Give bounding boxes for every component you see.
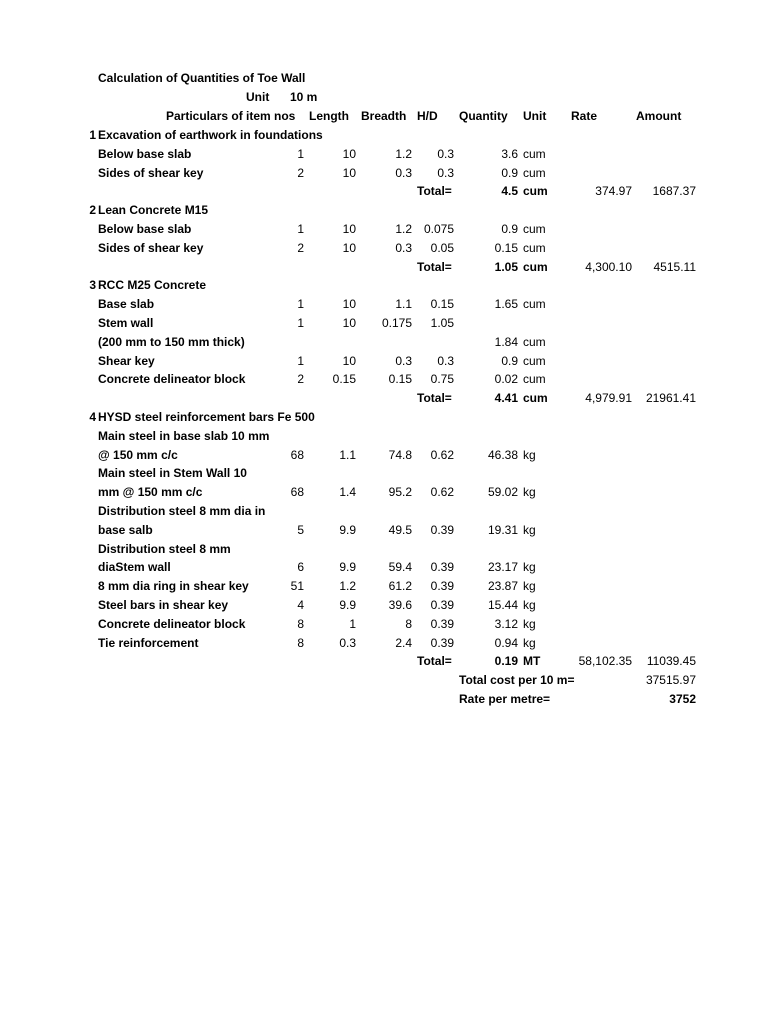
item-length: 1 <box>349 617 356 631</box>
item-unit <box>523 540 563 559</box>
total-cost-value: 37515.97 <box>645 673 696 687</box>
item-breadth <box>366 427 412 446</box>
item-hd: 0.62 <box>430 448 454 462</box>
item-unit <box>523 464 563 483</box>
item-hd: 0.3 <box>437 147 454 161</box>
item-quantity: 19.31 <box>487 523 518 537</box>
item-nos <box>280 427 304 446</box>
total-rate: 58,102.35 <box>578 654 632 668</box>
item-label: Concrete delineator block <box>98 372 246 386</box>
item-quantity: 46.38 <box>487 448 518 462</box>
total-rate: 4,300.10 <box>585 260 632 274</box>
item-hd <box>414 427 454 446</box>
item-quantity: 3.12 <box>494 617 518 631</box>
section-number: 3 <box>89 278 96 292</box>
item-label: Concrete delineator block <box>98 617 246 631</box>
total-amount: 4515.11 <box>653 260 696 274</box>
item-breadth <box>366 333 412 352</box>
item-unit: kg <box>523 617 536 631</box>
item-label: Shear key <box>98 354 155 368</box>
rate-per-metre-label: Rate per metre= <box>459 692 551 706</box>
item-quantity <box>470 540 518 559</box>
item-breadth: 61.2 <box>388 579 412 593</box>
item-quantity <box>470 427 518 446</box>
section-title: RCC M25 Concrete <box>98 278 207 292</box>
item-nos: 1 <box>297 297 304 311</box>
item-hd: 0.3 <box>437 166 454 180</box>
item-length: 10 <box>342 354 356 368</box>
total-unit: MT <box>523 654 541 668</box>
total-quantity: 0.19 <box>494 654 518 668</box>
item-hd: 1.05 <box>430 316 454 330</box>
item-length: 1.4 <box>339 485 356 499</box>
item-breadth: 8 <box>405 617 412 631</box>
item-unit <box>523 427 563 446</box>
section-title: Excavation of earthwork in foundations <box>98 128 323 142</box>
item-breadth: 0.15 <box>388 372 412 386</box>
item-label: 8 mm dia ring in shear key <box>98 579 249 593</box>
total-label: Total= <box>417 260 452 274</box>
item-hd: 0.39 <box>430 636 454 650</box>
item-nos: 2 <box>297 372 304 386</box>
item-length: 10 <box>342 316 356 330</box>
item-breadth: 1.2 <box>395 222 412 236</box>
item-quantity <box>470 464 518 483</box>
header-hd: H/D <box>417 109 438 123</box>
total-unit: cum <box>523 184 548 198</box>
header-amount: Amount <box>636 109 682 123</box>
item-unit: kg <box>523 523 536 537</box>
total-label: Total= <box>417 391 452 405</box>
total-quantity: 1.05 <box>494 260 518 274</box>
item-quantity: 3.6 <box>501 147 518 161</box>
item-label: Base slab <box>98 297 155 311</box>
section-title: Lean Concrete M15 <box>98 203 209 217</box>
header-unit: Unit <box>523 109 547 123</box>
item-breadth: 0.3 <box>395 241 412 255</box>
item-nos: 2 <box>297 166 304 180</box>
item-label: Stem wall <box>98 316 154 330</box>
item-breadth: 39.6 <box>388 598 412 612</box>
item-label: Steel bars in shear key <box>98 598 229 612</box>
total-quantity: 4.41 <box>494 391 518 405</box>
item-unit: kg <box>523 560 536 574</box>
unit-label: Unit <box>246 90 270 104</box>
item-label: Below base slab <box>98 222 192 236</box>
item-quantity <box>470 314 518 333</box>
item-quantity: 23.17 <box>487 560 518 574</box>
item-quantity: 0.02 <box>494 372 518 386</box>
item-length: 9.9 <box>339 560 356 574</box>
item-length: 9.9 <box>339 598 356 612</box>
header-particulars: Particulars of item <box>166 109 271 123</box>
item-nos: 51 <box>290 579 304 593</box>
total-label: Total= <box>417 184 452 198</box>
item-length: 1.1 <box>339 448 356 462</box>
item-label: Sides of shear key <box>98 241 204 255</box>
item-hd: 0.75 <box>430 372 454 386</box>
item-nos <box>280 333 304 352</box>
item-length: 10 <box>342 222 356 236</box>
item-hd: 0.075 <box>423 222 454 236</box>
item-quantity: 0.9 <box>501 354 518 368</box>
item-label: Distribution steel 8 mm dia in <box>98 504 266 518</box>
item-unit <box>523 502 563 521</box>
item-nos <box>280 540 304 559</box>
item-breadth: 1.2 <box>395 147 412 161</box>
total-amount: 11039.45 <box>646 654 696 668</box>
item-unit <box>523 314 563 333</box>
item-hd: 0.15 <box>430 297 454 311</box>
item-nos: 1 <box>297 316 304 330</box>
item-quantity: 15.44 <box>487 598 518 612</box>
item-nos: 8 <box>297 617 304 631</box>
header-length: Length <box>309 109 349 123</box>
item-unit: kg <box>523 579 536 593</box>
item-label: Tie reinforcement <box>98 636 199 650</box>
section-title: HYSD steel reinforcement bars Fe 500 <box>98 410 315 424</box>
item-nos <box>280 464 304 483</box>
header-quantity: Quantity <box>459 109 508 123</box>
item-unit: cum <box>523 147 546 161</box>
item-hd: 0.39 <box>430 523 454 537</box>
item-length: 10 <box>342 241 356 255</box>
header-nos: nos <box>274 109 296 123</box>
item-unit: cum <box>523 335 546 349</box>
item-breadth: 2.4 <box>395 636 412 650</box>
item-hd: 0.05 <box>430 241 454 255</box>
item-unit: kg <box>523 598 536 612</box>
item-label: Sides of shear key <box>98 166 204 180</box>
item-unit: cum <box>523 297 546 311</box>
item-unit: kg <box>523 636 536 650</box>
item-quantity: 1.84 <box>494 335 518 349</box>
item-breadth <box>366 540 412 559</box>
item-hd <box>414 540 454 559</box>
total-rate: 374.97 <box>595 184 632 198</box>
item-nos: 5 <box>297 523 304 537</box>
item-unit: cum <box>523 354 546 368</box>
item-quantity: 0.9 <box>501 222 518 236</box>
item-length: 0.15 <box>332 372 356 386</box>
item-label: Main steel in Stem Wall 10 <box>98 466 247 480</box>
item-label: (200 mm to 150 mm thick) <box>98 335 245 349</box>
item-hd: 0.39 <box>430 617 454 631</box>
item-length: 0.3 <box>339 636 356 650</box>
item-label: diaStem wall <box>98 560 171 574</box>
item-nos: 68 <box>290 485 304 499</box>
item-label: base salb <box>98 523 153 537</box>
item-nos: 4 <box>297 598 304 612</box>
item-label: mm @ 150 mm c/c <box>98 485 203 499</box>
item-breadth: 0.3 <box>395 166 412 180</box>
item-unit: cum <box>523 222 546 236</box>
item-length: 10 <box>342 297 356 311</box>
item-quantity: 1.65 <box>494 297 518 311</box>
header-breadth: Breadth <box>361 109 407 123</box>
item-breadth: 74.8 <box>388 448 412 462</box>
total-unit: cum <box>523 260 548 274</box>
total-label: Total= <box>417 654 452 668</box>
item-nos: 1 <box>297 147 304 161</box>
section-number: 2 <box>89 203 96 217</box>
item-nos: 2 <box>297 241 304 255</box>
item-hd: 0.3 <box>437 354 454 368</box>
item-unit: cum <box>523 241 546 255</box>
item-length: 10 <box>342 166 356 180</box>
item-hd: 0.39 <box>430 598 454 612</box>
item-length <box>318 464 356 483</box>
item-breadth: 49.5 <box>388 523 412 537</box>
item-breadth <box>366 502 412 521</box>
rate-per-metre-value: 3752 <box>669 692 696 706</box>
item-length <box>318 540 356 559</box>
item-unit: cum <box>523 166 546 180</box>
item-label: Below base slab <box>98 147 192 161</box>
item-label: @ 150 mm c/c <box>98 448 178 462</box>
item-quantity <box>470 502 518 521</box>
item-quantity: 0.94 <box>494 636 518 650</box>
sheet-title: Calculation of Quantities of Toe Wall <box>98 71 306 85</box>
item-unit: kg <box>523 485 536 499</box>
item-length <box>318 333 356 352</box>
item-length <box>318 427 356 446</box>
item-quantity: 0.9 <box>501 166 518 180</box>
item-length: 9.9 <box>339 523 356 537</box>
total-cost-label: Total cost per 10 m= <box>459 673 575 687</box>
item-length: 1.2 <box>339 579 356 593</box>
item-hd <box>414 333 454 352</box>
item-hd: 0.39 <box>430 579 454 593</box>
item-nos: 1 <box>297 222 304 236</box>
item-nos: 1 <box>297 354 304 368</box>
unit-value: 10 m <box>290 90 318 104</box>
item-label: Distribution steel 8 mm <box>98 542 231 556</box>
item-hd: 0.62 <box>430 485 454 499</box>
item-breadth: 1.1 <box>395 297 412 311</box>
item-breadth: 59.4 <box>388 560 412 574</box>
item-nos: 6 <box>297 560 304 574</box>
item-unit: kg <box>523 448 536 462</box>
item-length <box>318 502 356 521</box>
item-quantity: 23.87 <box>487 579 518 593</box>
item-quantity: 59.02 <box>487 485 518 499</box>
item-label: Main steel in base slab 10 mm <box>98 429 270 443</box>
item-breadth <box>366 464 412 483</box>
header-rate: Rate <box>571 109 598 123</box>
total-amount: 21961.41 <box>645 391 696 405</box>
item-breadth: 95.2 <box>388 485 412 499</box>
item-nos: 8 <box>297 636 304 650</box>
item-breadth: 0.3 <box>395 354 412 368</box>
item-unit: cum <box>523 372 546 386</box>
item-length: 10 <box>342 147 356 161</box>
item-quantity: 0.15 <box>494 241 518 255</box>
item-hd <box>414 502 454 521</box>
item-hd: 0.39 <box>430 560 454 574</box>
item-nos <box>280 502 304 521</box>
section-number: 4 <box>89 410 96 424</box>
total-rate: 4,979.91 <box>585 391 632 405</box>
total-unit: cum <box>523 391 548 405</box>
total-quantity: 4.5 <box>501 184 518 198</box>
item-nos: 68 <box>290 448 304 462</box>
section-number: 1 <box>89 128 96 142</box>
item-breadth: 0.175 <box>381 316 412 330</box>
total-amount: 1687.37 <box>652 184 696 198</box>
item-hd <box>414 464 454 483</box>
